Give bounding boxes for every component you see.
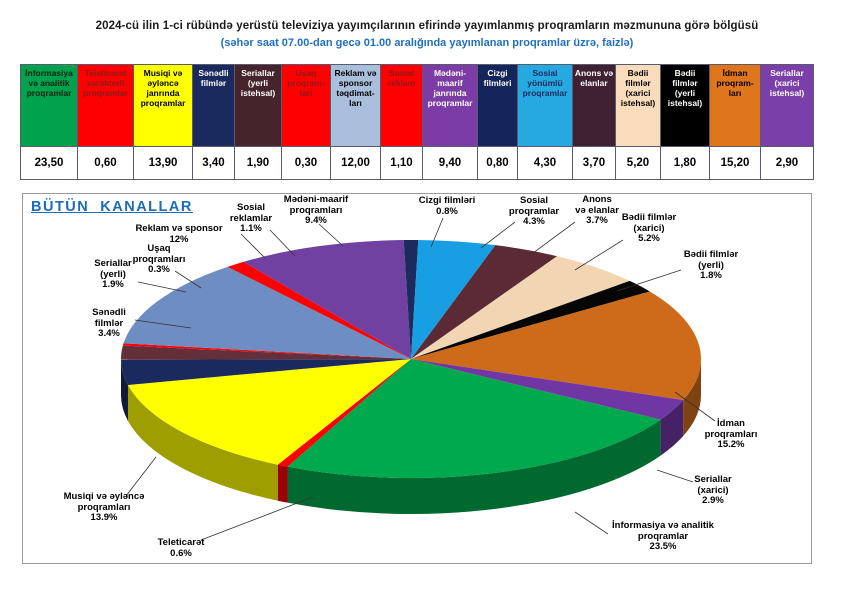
pie-slice-label-text: Sənədli <box>92 307 126 318</box>
table-header-cell: İnformasiya və analitik proqramlar <box>21 65 78 147</box>
table-header-row <box>21 65 814 147</box>
pie-slice-label-percent: 12% <box>169 233 189 245</box>
table-header-cell: Sənədli filmlər <box>193 65 235 147</box>
pie-label-leader-line <box>657 470 693 482</box>
pie-label-leader-line <box>575 240 623 270</box>
table-value-row <box>21 147 814 180</box>
pie-slice-label-percent: 13.9% <box>90 512 118 523</box>
table-header-cell: Musiqi və əyləncə janrında proqramlar <box>134 65 193 147</box>
chart-panel <box>22 193 812 564</box>
table-header-cell: Mədəni-maarif janrında proqramlar <box>423 65 478 147</box>
pie-label-leader-line <box>319 224 343 246</box>
table-header-cell: Sosial yönümlü proqramlar <box>518 65 573 147</box>
pie-slice-label-percent: 0.8% <box>436 205 458 217</box>
chart-title: BÜTÜN KANALLAR <box>31 199 193 215</box>
pie-chart <box>23 194 811 563</box>
pie-slice-label-percent: 9.4% <box>305 215 327 226</box>
table-value-cell: 0,80 <box>478 147 518 180</box>
pie-slice-label-text: Anons <box>582 194 612 205</box>
table-value-cell: 1,90 <box>235 147 282 180</box>
pie-slice-label-text: Sosial <box>237 202 265 213</box>
pie-slice-label-text: (xarici) <box>697 484 729 496</box>
pie-slice-label-percent: 5.2% <box>638 233 660 244</box>
table-header-cell: Teleticarət xarakterli proqramlar <box>78 65 134 147</box>
table-header-cell: Bədii filmlər (yerli istehsal) <box>661 65 710 147</box>
table-header-cell: Sosial reklam <box>381 65 423 147</box>
pie-slice-label-percent: 1.9% <box>102 279 124 290</box>
pie-label-leader-line <box>481 222 515 248</box>
pie-slice-label-text: Cizgi filmləri <box>418 195 476 206</box>
table-header-cell: Bədii filmlər (xarici istehsal) <box>616 65 661 147</box>
pie-slice-label-text: Seriallar <box>94 258 132 269</box>
table-header-cell: Reklam və sponsor təqdimat-ları <box>331 65 381 147</box>
table-header-cell: Anons və elanlar <box>573 65 616 147</box>
table-value-cell: 1,80 <box>661 147 710 180</box>
table-value-cell: 2,90 <box>761 147 814 180</box>
pie-label-leader-line <box>270 230 295 256</box>
pie-slice-label-text: Musiqi və əyləncə <box>63 491 145 502</box>
pie-slice-label-text: proqramları <box>77 501 131 513</box>
table-header-cell: Seriallar (xarici istehsal) <box>761 65 814 147</box>
pie-slice-label-text: (xarici) <box>633 222 665 234</box>
pie-slice-label-text: və elanlar <box>575 204 619 216</box>
table-value-cell: 13,90 <box>134 147 193 180</box>
pie-label-leader-line <box>529 222 575 256</box>
pie-slice-label-text: Bədii filmlər <box>683 249 739 260</box>
table-value-cell: 3,70 <box>573 147 616 180</box>
table-value-cell: 9,40 <box>423 147 478 180</box>
table-value-cell: 12,00 <box>331 147 381 180</box>
pie-slice-label-percent: 15.2% <box>717 439 745 450</box>
table-header-cell: Seriallar (yerli istehsal) <box>235 65 282 147</box>
table-value-cell: 4,30 <box>518 147 573 180</box>
pie-slice-label-text: proqramları <box>132 253 186 265</box>
pie-slice-label-text: (yerli) <box>100 268 126 280</box>
pie-slice-label-percent: 0.6% <box>170 547 192 559</box>
table-header-cell: Cizgi filmləri <box>478 65 518 147</box>
pie-slice-label-text: filmlər <box>94 317 124 329</box>
pie-slice-label-text: proqramları <box>704 428 758 440</box>
pie-label-leader-line <box>241 234 265 258</box>
pie-slice-label-percent: 2.9% <box>702 495 724 506</box>
table-value-cell: 15,20 <box>710 147 761 180</box>
page-subtitle: (səhər saat 07.00-dan gecə 01.00 aralığında yayımlanan proqramlar üzrə, faizlə) <box>220 37 634 49</box>
table-value-cell: 23,50 <box>21 147 78 180</box>
pie-slice-label-percent: 1.8% <box>700 270 722 281</box>
page-title: 2024-cü ilin 1-ci rübündə yerüstü televiziya yayımçılarının efirində yayımlanmış proqramların məzmununa görə bölgüsü <box>95 20 759 32</box>
pie-slice-label-text: proqramlar <box>508 205 560 217</box>
table-value-cell: 5,20 <box>616 147 661 180</box>
pie-slice-label-percent: 23.5% <box>649 541 677 552</box>
pie-slice-label-text: İdman <box>717 418 745 429</box>
pie-slice-label-text: İnformasiya və analitik <box>612 520 714 531</box>
table-value-cell: 0,60 <box>78 147 134 180</box>
pie-label-leader-line <box>201 497 313 540</box>
pie-label-leader-line <box>575 512 608 534</box>
pie-slice-label-text: proqramlar <box>637 530 689 542</box>
table-value-cell: 1,10 <box>381 147 423 180</box>
pie-slice-label-text: Seriallar <box>694 474 732 485</box>
pie-slice-label-text: Bədii filmlər <box>621 212 677 223</box>
pie-slice-label-percent: 0.3% <box>148 264 170 275</box>
pie-slice-label-text: Reklam və sponsor <box>135 223 223 234</box>
pie-slice-label-text: Mədəni-maarif <box>283 194 349 205</box>
pie-slice-label-percent: 4.3% <box>523 216 545 227</box>
pie-slice-side <box>278 465 288 503</box>
pie-slice-label-text: (yerli) <box>698 259 724 271</box>
table-header-cell: Uşaq proqram-ları <box>282 65 331 147</box>
pie-slice-label-text: Uşaq <box>147 243 171 254</box>
pie-slice-label-percent: 1.1% <box>240 223 262 234</box>
pie-label-leader-line <box>126 457 156 496</box>
pie-label-leader-line <box>138 282 186 292</box>
pie-slice-label-text: Sosial <box>520 195 548 206</box>
programs-table <box>20 64 814 180</box>
pie-slice-label-percent: 3.7% <box>586 215 608 226</box>
table-value-cell: 3,40 <box>193 147 235 180</box>
pie-slice-label-text: proqramları <box>289 204 343 216</box>
pie-slice-label-text: Teleticarət <box>157 537 205 548</box>
pie-slice-label-text: reklamlar <box>229 212 273 224</box>
pie-slice-label-percent: 3.4% <box>98 328 120 339</box>
table-value-cell: 0,30 <box>282 147 331 180</box>
table-header-cell: İdman proqram-ları <box>710 65 761 147</box>
